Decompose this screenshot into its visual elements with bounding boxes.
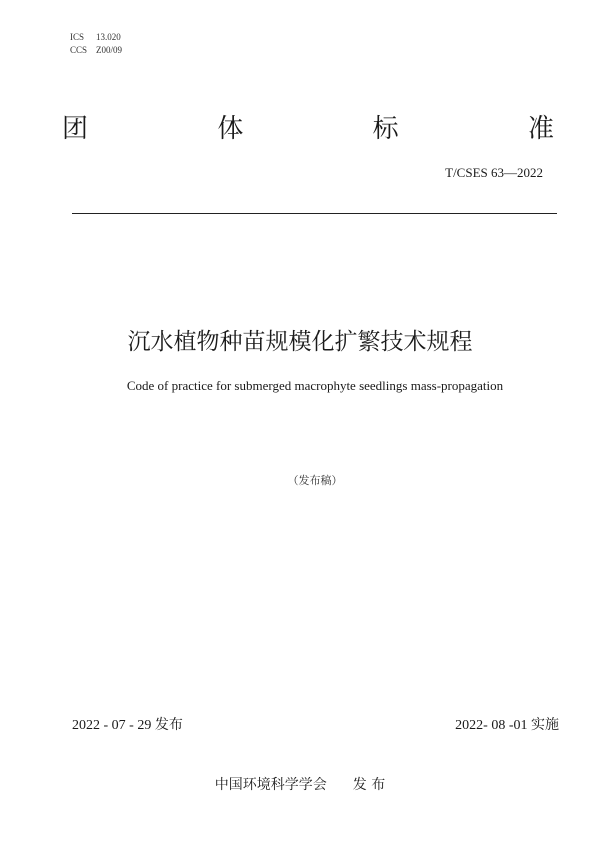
header-divider [72,213,557,214]
publisher-name: 中国环境科学学会 [214,777,327,793]
ics-value: 13.020 [96,32,121,42]
heading-char: 准 [527,114,554,144]
ccs-code [70,44,122,57]
publisher-line [0,774,600,794]
implementation-date: 2022- 08 -01 实施 [455,718,559,733]
ics-label: ICS [70,32,85,42]
standard-number: T/CSES 63—2022 [445,165,543,180]
ccs-label: CCS [70,45,88,55]
heading-char: 体 [217,114,244,144]
draft-status: （发布稿） [287,474,343,487]
ics-code [70,31,122,44]
heading-char: 团 [62,114,89,144]
standard-type-heading [62,112,554,146]
document-title-chinese: 沉水植物种苗规模化扩繁技术规程 [127,329,473,355]
heading-char: 标 [372,114,399,144]
publisher-action: 发 布 [352,777,386,793]
classification-codes [70,31,122,57]
ccs-value: Z00/09 [96,45,122,55]
document-title-english: Code of practice for submerged macrophyte seedlings mass-propagation [126,378,504,393]
issue-date: 2022 - 07 - 29 发布 [72,718,183,733]
